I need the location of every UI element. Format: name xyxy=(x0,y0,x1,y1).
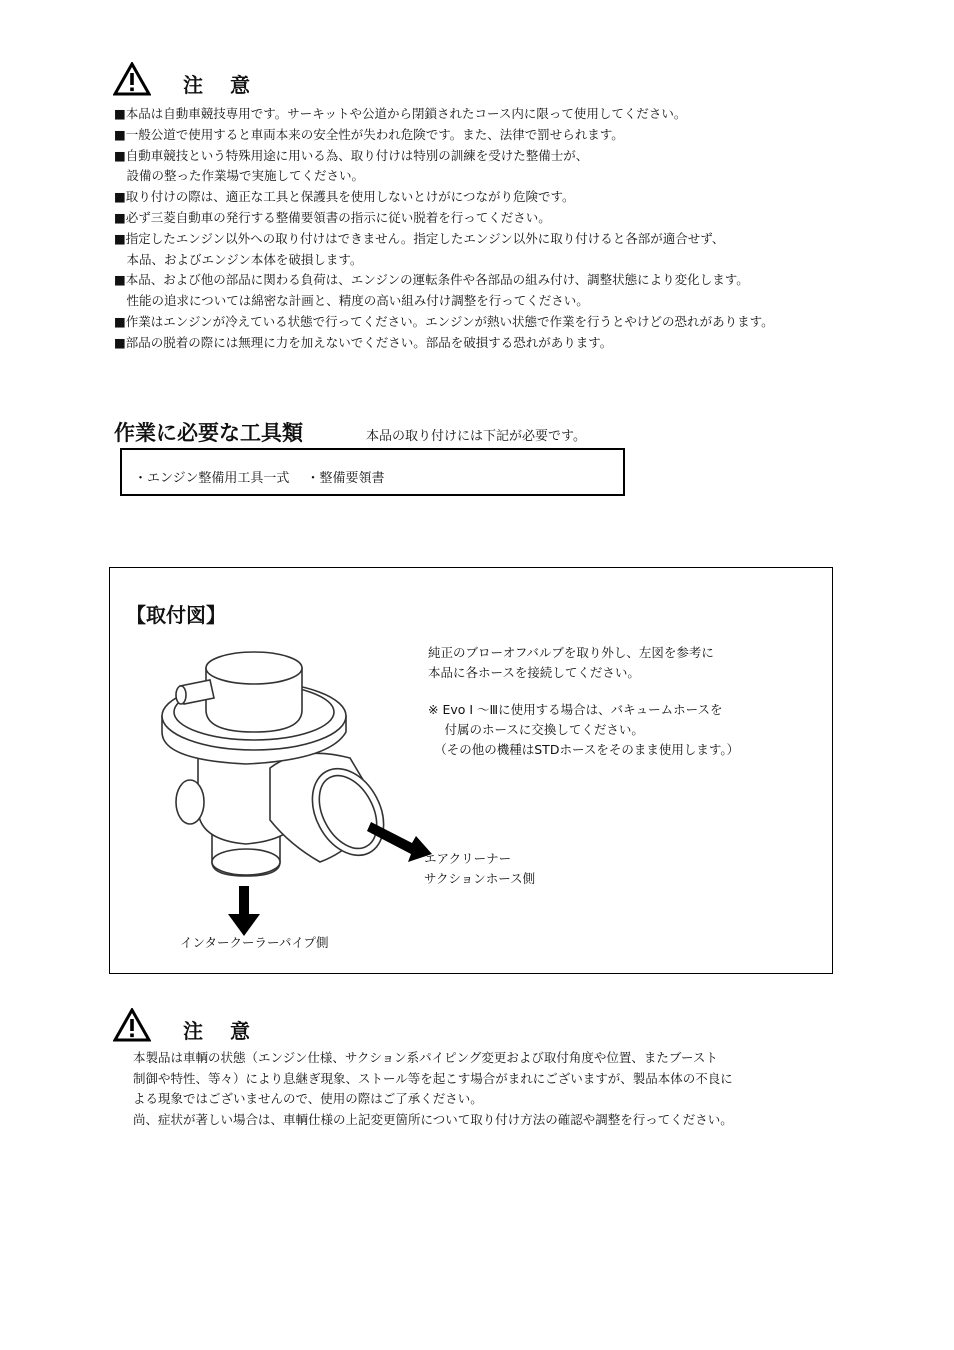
tools-list: ・エンジン整備用工具一式 ・整備要領書 xyxy=(134,471,385,486)
caution-note-line: 尚、症状が著しい場合は、車輌仕様の上記変更箇所について取り付け方法の確認や調整を行ってください。 xyxy=(133,1111,733,1127)
caution-note-line: 本製品は車輌の状態（エンジン仕様、サクション系パイピング変更および取付角度や位置、またブースト xyxy=(133,1050,718,1065)
caution-item: ■指定したエンジン以外への取り付けはできません。指定したエンジン以外に取り付けると各部が適合せず、 xyxy=(114,230,725,246)
caution-item: ■作業はエンジンが冷えている状態で行ってください。エンジンが熱い状態で作業を行うとやけどの恐れがあります。 xyxy=(114,313,774,329)
caution-item: ■部品の脱着の際には無理に力を加えないでください。部品を破損する恐れがあります。 xyxy=(114,334,613,350)
caution-item: 本品、およびエンジン本体を破損します。 xyxy=(114,251,363,267)
instruction-line: 本品に各ホースを接続してください。 xyxy=(428,665,640,680)
figure-title: 【取付図】 xyxy=(126,603,226,627)
caution-title: 注 意 xyxy=(183,1019,260,1043)
instruction-line: （その他の機種はSTDホースをそのまま使用します。） xyxy=(428,742,740,757)
intercooler-label: インタークーラーパイプ側 xyxy=(180,935,329,950)
instruction-line: ※ Evo Ⅰ ～Ⅲに使用する場合は、バキュームホースを xyxy=(428,702,723,717)
tools-list-box xyxy=(120,448,625,496)
warning-icon xyxy=(113,62,151,96)
caution-item: ■必ず三菱自動車の発行する整備要領書の指示に従い脱着を行ってください。 xyxy=(114,209,551,225)
caution-item: ■本品は自動車競技専用です。サーキットや公道から閉鎖されたコース内に限って使用してください。 xyxy=(114,106,687,121)
caution-item: ■本品、および他の部品に関わる負荷は、エンジンの運転条件や各部品の組み付け、調整状態により変化します。 xyxy=(114,272,749,288)
caution-note-line: よる現象ではございませんので、使用の際はご了承ください。 xyxy=(133,1091,483,1106)
warning-icon xyxy=(113,1008,151,1042)
caution-title: 注 意 xyxy=(183,73,260,97)
caution-item: ■取り付けの際は、適正な工具と保護具を使用しないとけがにつながり危険です。 xyxy=(114,189,575,205)
caution-item: 性能の追求については綿密な計画と、精度の高い組み付け調整を行ってください。 xyxy=(114,293,589,309)
air-cleaner-label-line1: エアクリーナー xyxy=(424,851,512,866)
air-cleaner-label-line2: サクションホース側 xyxy=(424,871,536,886)
tools-subtitle: 本品の取り付けには下記が必要です。 xyxy=(366,429,586,444)
blowoff-valve-illustration xyxy=(150,640,450,940)
instruction-line: 付属のホースに交換してください。 xyxy=(428,722,644,737)
caution-item: 設備の整った作業場で実施してください。 xyxy=(114,168,365,184)
caution-list xyxy=(114,104,774,354)
instruction-line xyxy=(428,683,739,700)
air-cleaner-label xyxy=(424,849,535,889)
instruction-line: 純正のブローオフバルブを取り外し、左図を参考に xyxy=(428,645,714,660)
caution-note-line: 制御や特性、等々）により息継ぎ現象、ストール等を起こす場合がまれにございますが、製品本体の不良に xyxy=(133,1070,733,1086)
caution-note xyxy=(133,1048,733,1130)
caution-item: ■自動車競技という特殊用途に用いる為、取り付けは特別の訓練を受けた整備士が、 xyxy=(114,147,589,163)
tools-heading: 作業に必要な工具類 xyxy=(114,421,303,445)
caution-item: ■一般公道で使用すると車両本来の安全性が失われ危険です。また、法律で罰せられます。 xyxy=(114,126,624,142)
figure-instructions xyxy=(428,643,739,760)
